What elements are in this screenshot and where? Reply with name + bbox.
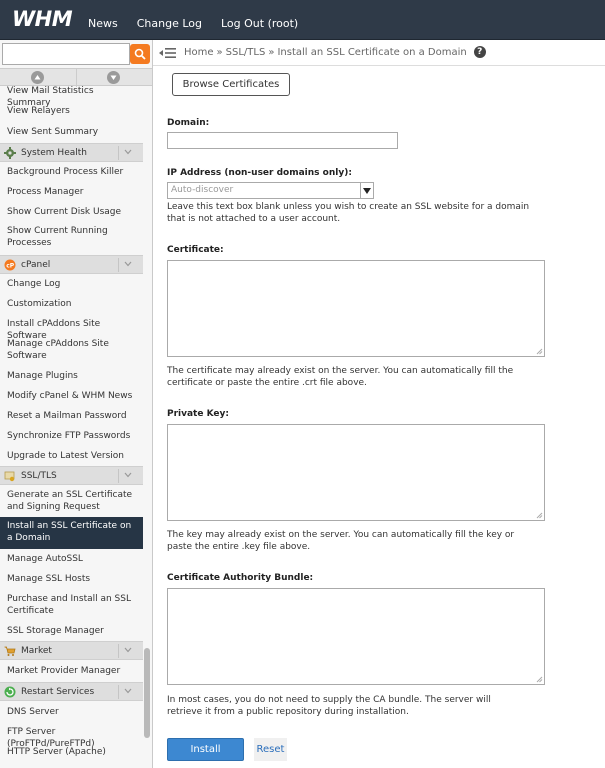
section-label: Restart Services [21,687,95,697]
section-toggle[interactable] [118,469,138,483]
section-label: cPanel [21,260,51,270]
sidebar-item-mail-statistics[interactable]: View Mail Statistics Summary [7,86,94,108]
ip-address-label: IP Address (non-user domains only): [167,168,352,178]
sidebar-scrollbar[interactable] [144,648,150,738]
reset-button[interactable]: Reset [254,738,287,761]
section-toggle[interactable] [118,146,138,160]
ca-bundle-label: Certificate Authority Bundle: [167,573,314,583]
sidebar-item-upgrade[interactable]: Upgrade to Latest Version [7,451,125,461]
private-key-help-line-1: The key may already exist on the server. You can automatically fill the key or [167,530,515,540]
sidebar-item-background-process-killer[interactable]: Background Process Killer [7,167,124,177]
ip-address-help-line-1: Leave this text box blank unless you wish to create an SSL website for a domain [167,202,530,212]
whm-logo[interactable]: WHM [12,7,73,31]
private-key-label: Private Key: [167,409,229,419]
search-button[interactable] [130,44,150,64]
sidebar-menu [0,84,143,762]
scroll-up-button[interactable] [31,71,44,84]
breadcrumb-separator: » [216,46,223,58]
sidebar-item-ssl-storage[interactable]: SSL Storage Manager [7,626,104,636]
section-toggle[interactable] [118,685,138,699]
nav-news-link[interactable]: News [88,17,118,30]
svg-text:cP: cP [6,262,15,270]
chevron-down-icon [124,688,132,694]
breadcrumb-bar [153,40,605,66]
chevron-down-icon [124,261,132,267]
sidebar-item-reset-mailman[interactable]: Reset a Mailman Password [7,411,127,421]
nav-changelog-link[interactable]: Change Log [136,17,202,30]
sidebar-search-input[interactable] [2,43,130,65]
search-icon [134,48,146,60]
resize-grip-icon[interactable] [536,512,543,519]
sidebar-item-process-manager[interactable]: Process Manager [7,187,84,197]
certificate-icon [4,470,16,482]
nav-logout-link[interactable]: Log Out (root) [221,17,299,30]
breadcrumb-current-page: Install an SSL Certificate on a Domain [277,46,467,58]
sidebar-item-change-log[interactable]: Change Log [7,279,61,289]
sidebar-item-running-processes[interactable]: Show Current Running Processes [7,226,108,248]
breadcrumb [184,46,489,58]
sidebar-item-install-cpaddons[interactable]: Install cPAddons Site Software [7,319,101,341]
ca-bundle-textarea[interactable] [167,588,545,685]
sidebar [0,40,153,768]
sidebar-item-manage-ssl-hosts[interactable]: Manage SSL Hosts [7,574,91,584]
ip-address-select[interactable] [167,182,374,199]
chevron-down-icon [110,74,117,81]
section-label: SSL/TLS [21,471,57,481]
install-button[interactable]: Install [167,738,244,761]
chevron-down-icon [124,472,132,478]
section-label: Market [21,646,52,656]
main-content [153,67,605,768]
chevron-down-icon [124,149,132,155]
help-icon[interactable]: ? [474,46,486,58]
cpanel-icon [4,259,16,271]
section-restart-services[interactable] [0,682,143,701]
sidebar-search [2,43,150,65]
sidebar-item-market-provider[interactable]: Market Provider Manager [7,666,121,676]
breadcrumb-separator: » [268,46,275,58]
certificate-label: Certificate: [167,245,224,255]
dropdown-toggle[interactable] [360,183,373,198]
restart-icon [4,686,16,698]
certificate-help-line-2: certificate or paste the entire .crt file above. [167,378,367,388]
collapse-menu-icon[interactable] [159,46,177,60]
gear-icon [4,147,16,159]
sidebar-item-relayers[interactable]: View Relayers [7,106,70,116]
sidebar-item-disk-usage[interactable]: Show Current Disk Usage [7,207,122,217]
section-toggle[interactable] [118,644,138,658]
section-ssl-tls[interactable] [0,466,143,485]
triangle-down-icon [363,188,371,194]
domain-input[interactable] [167,132,398,149]
sidebar-item-modify-news[interactable]: Modify cPanel & WHM News [7,391,133,401]
sidebar-item-install-ssl[interactable]: Install an SSL Certificate on a Domain [0,517,143,549]
chevron-up-icon [34,74,41,81]
private-key-textarea[interactable] [167,424,545,521]
cart-icon [4,645,16,657]
private-key-help-line-2: paste the entire .key file above. [167,542,311,552]
sidebar-item-manage-autossl[interactable]: Manage AutoSSL [7,554,83,564]
top-bar [0,0,605,40]
ip-address-help-line-2: that is not attached to a user account. [167,214,341,224]
sidebar-item-ftp-server[interactable]: FTP Server (ProFTPd/PureFTPd) [7,727,95,749]
sidebar-item-generate-ssl[interactable]: Generate an SSL Certificate and Signing Request [7,490,133,512]
ca-bundle-help-line-2: retrieve it from a public repository during installation. [167,707,409,717]
section-market[interactable] [0,641,143,660]
section-toggle[interactable] [118,258,138,272]
certificate-textarea[interactable] [167,260,545,357]
domain-label: Domain: [167,118,210,128]
sidebar-item-http-server[interactable]: HTTP Server (Apache) [7,747,106,757]
section-cpanel[interactable] [0,255,143,274]
sidebar-item-dns-server[interactable]: DNS Server [7,707,59,717]
resize-grip-icon[interactable] [536,348,543,355]
sidebar-item-purchase-ssl[interactable]: Purchase and Install an SSL Certificate [7,594,131,616]
resize-grip-icon[interactable] [536,676,543,683]
chevron-down-icon [124,647,132,653]
top-nav [88,17,317,30]
scroll-down-button[interactable] [107,71,120,84]
certificate-help-line-1: The certificate may already exist on the server. You can automatically fill the [167,366,514,376]
sidebar-item-sync-ftp[interactable]: Synchronize FTP Passwords [7,431,131,441]
ca-bundle-help-line-1: In most cases, you do not need to supply the CA bundle. The server will [167,695,491,705]
ip-address-selected-value: Auto-discover [171,185,234,195]
sidebar-item-manage-plugins[interactable]: Manage Plugins [7,371,78,381]
sidebar-item-sent-summary[interactable]: View Sent Summary [7,127,99,137]
section-system-health[interactable] [0,143,143,162]
sidebar-item-manage-cpaddons[interactable]: Manage cPAddons Site Software [7,339,109,361]
sidebar-item-customization[interactable]: Customization [7,299,72,309]
breadcrumb-home[interactable]: Home [184,46,214,58]
breadcrumb-ssl-tls[interactable]: SSL/TLS [225,46,266,58]
section-label: System Health [21,148,87,158]
browse-certificates-button[interactable]: Browse Certificates [172,73,290,96]
